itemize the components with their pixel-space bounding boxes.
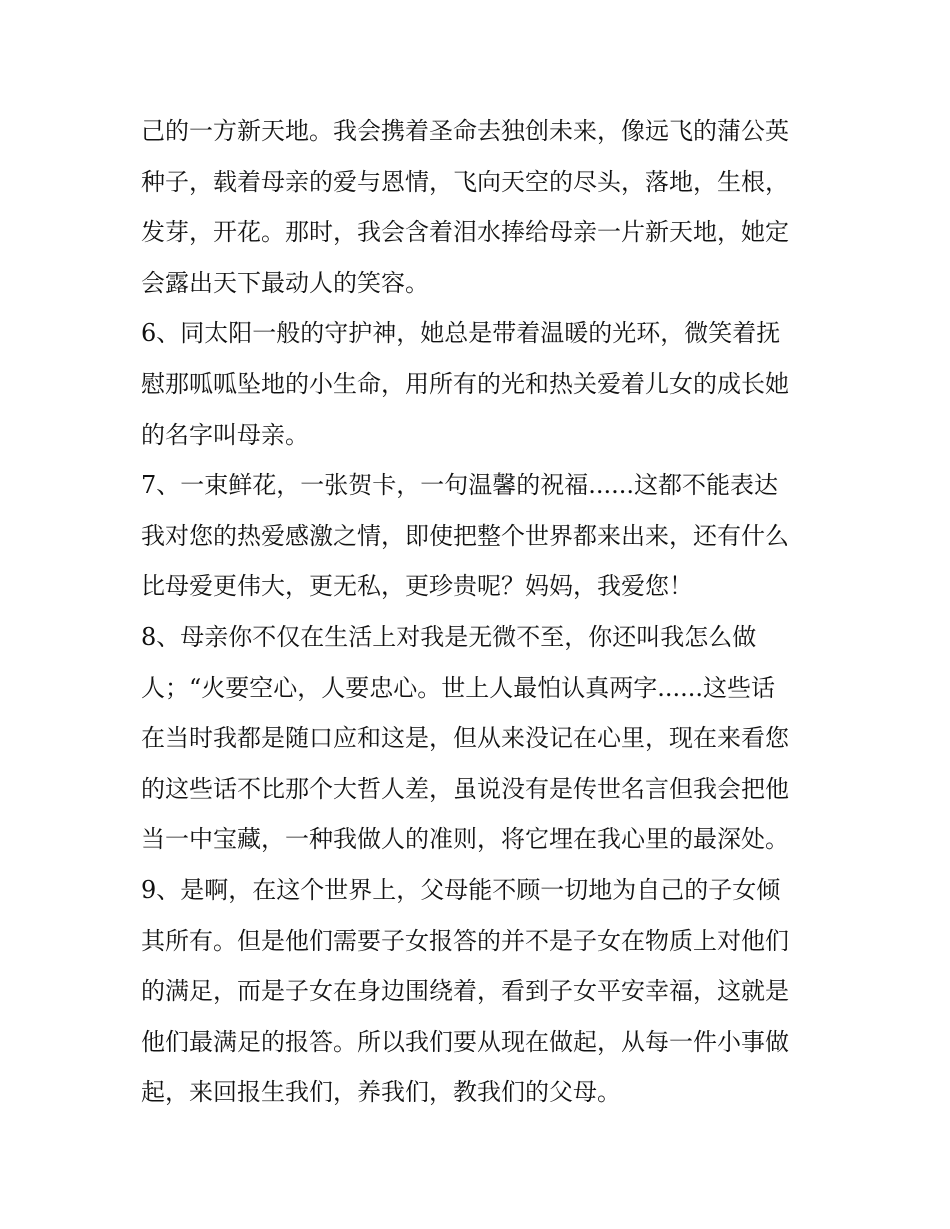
text-line: 的这些话不比那个大哲人差，虽说没有是传世名言但我会把他 xyxy=(141,774,789,803)
text-line: 己的一方新天地。我会携着圣命去独创未来，像远飞的蒲公英 xyxy=(141,117,789,145)
text-line: 6、同太阳一般的守护神，她总是带着温暖的光环，微笑着抚 xyxy=(141,319,781,348)
text-line: 慰那呱呱坠地的小生命，用所有的光和热关爱着儿女的成长她 xyxy=(141,369,789,398)
text-line: 会露出天下最动人的笑容。 xyxy=(141,268,429,297)
text-line: 种子，载着母亲的爱与恩情，飞向天空的尽头，落地，生根， xyxy=(141,167,789,196)
text-line: 人；“火要空心，人要忠心。世上人最怕认真两字......这些话 xyxy=(141,673,776,702)
text-line: 的满足，而是子女在身边围绕着，看到子女平安幸福，这就是 xyxy=(141,977,789,1006)
text-line: 起，来回报生我们，养我们，教我们的父母。 xyxy=(141,1078,621,1107)
text-line: 发芽，开花。那时，我会含着泪水捧给母亲一片新天地，她定 xyxy=(141,218,789,247)
text-line: 比母爱更伟大，更无私，更珍贵呢？妈妈，我爱您！ xyxy=(141,572,693,601)
text-line: 我对您的热爱感激之情，即使把整个世界都来出来，还有什么 xyxy=(141,521,789,550)
text-line: 在当时我都是随口应和这是，但从来没记在心里，现在来看您 xyxy=(141,724,789,753)
text-line: 他们最满足的报答。所以我们要从现在做起，从每一件小事做 xyxy=(141,1027,789,1056)
text-line: 的名字叫母亲。 xyxy=(141,420,309,449)
text-line: 7、一束鲜花，一张贺卡，一句温馨的祝福......这都不能表达 xyxy=(141,471,779,500)
text-line: 8、母亲你不仅在生活上对我是无微不至，你还叫我怎么做 xyxy=(141,622,757,651)
text-line: 9、是啊，在这个世界上，父母能不顾一切地为自己的子女倾 xyxy=(141,875,781,904)
text-line: 当一中宝藏，一种我做人的准则，将它埋在我心里的最深处。 xyxy=(141,825,789,854)
text-line: 其所有。但是他们需要子女报答的并不是子女在物质上对他们 xyxy=(141,926,789,955)
document-body xyxy=(141,106,831,1118)
